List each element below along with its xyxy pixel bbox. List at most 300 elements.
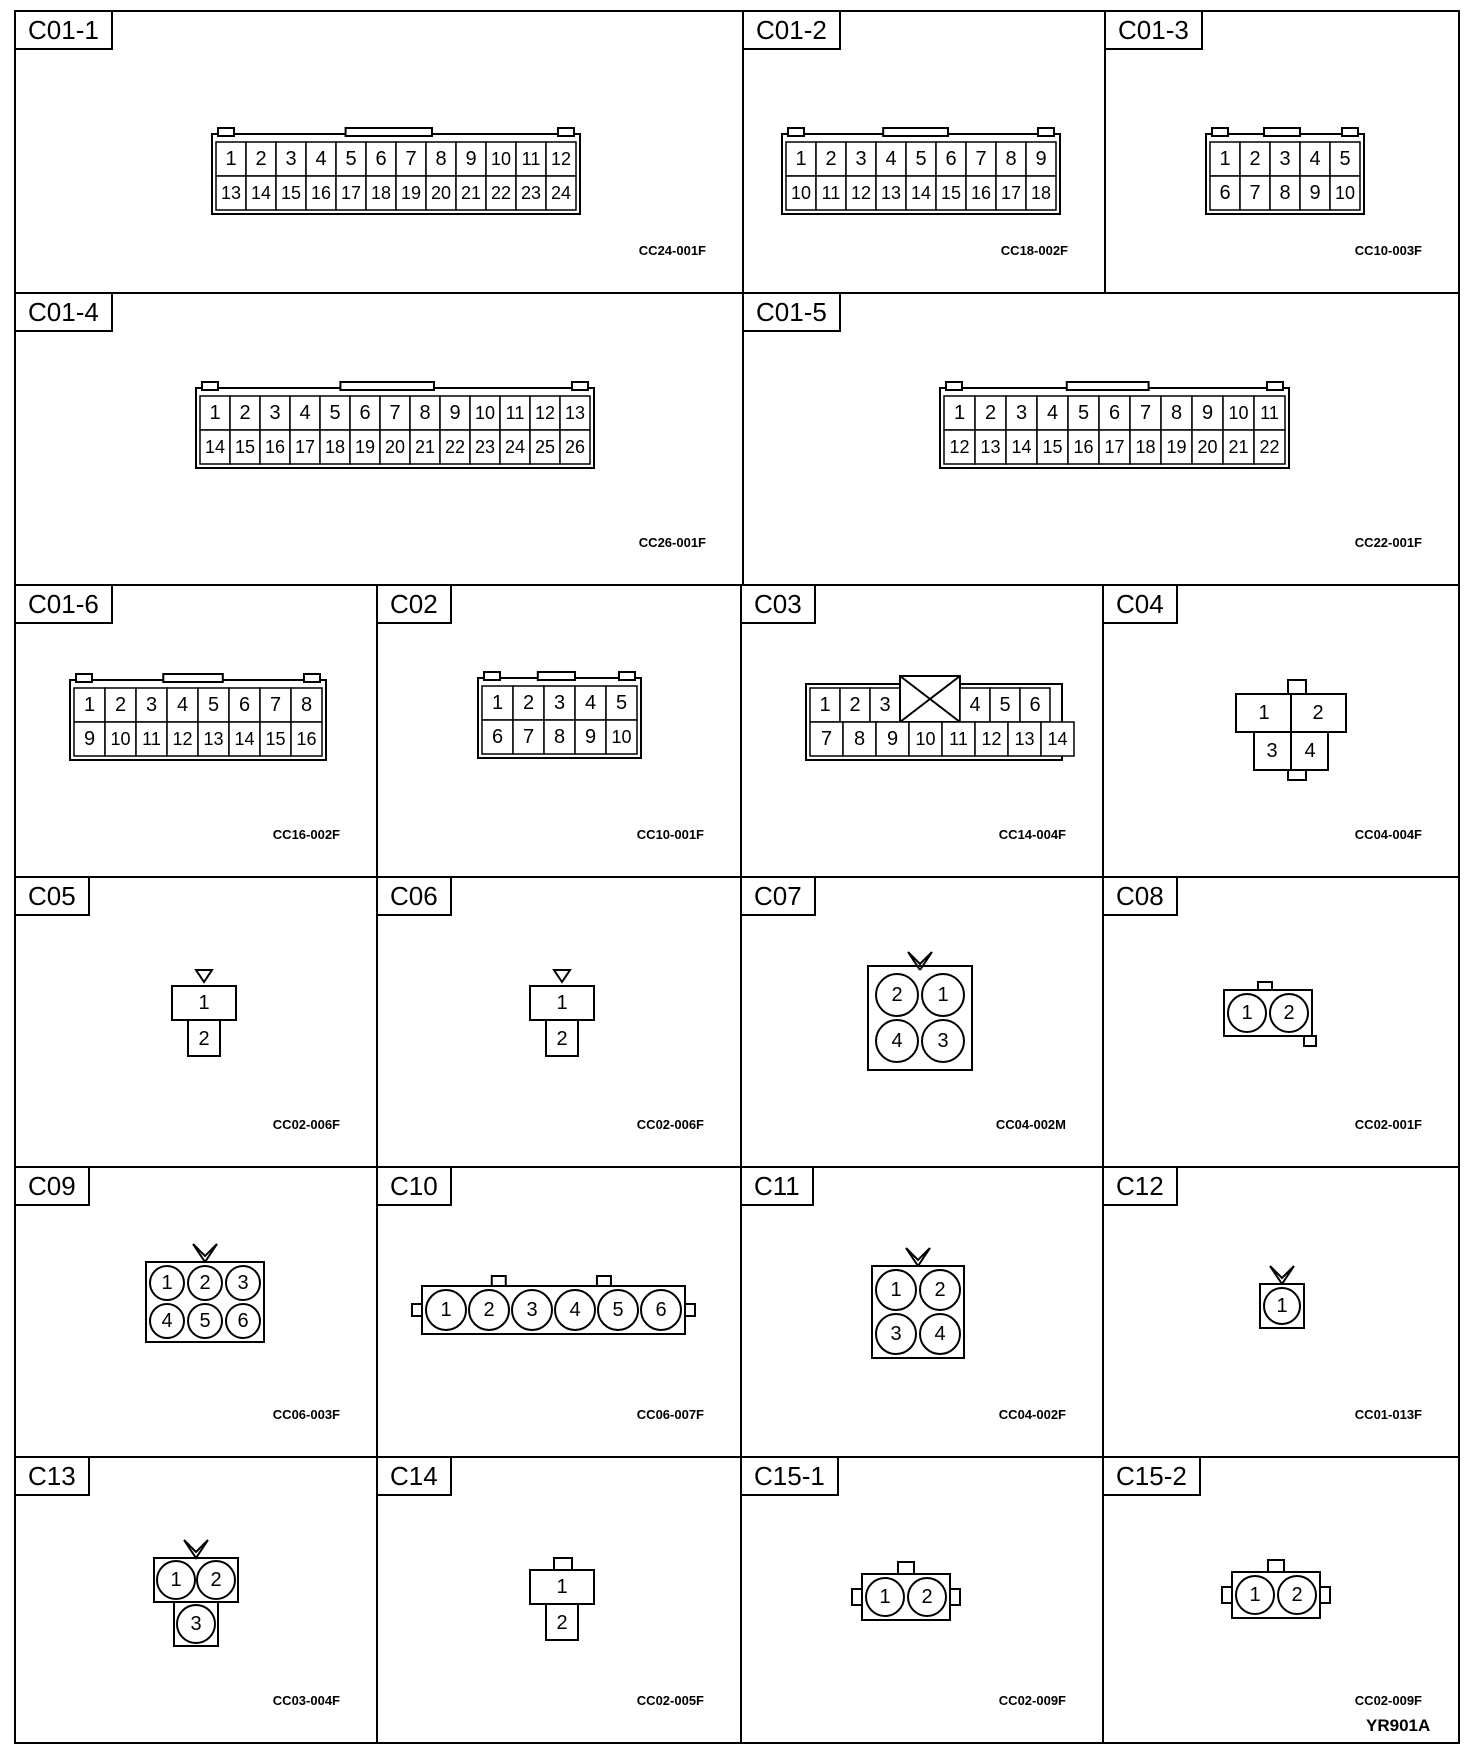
- connector-cell-c07: [740, 876, 1104, 1168]
- connector-part-code: CC06-007F: [636, 1407, 704, 1422]
- pin-number: 7: [1249, 182, 1261, 204]
- pin-number: 7: [820, 728, 833, 750]
- pin-number: 9: [449, 402, 461, 424]
- pin-number: 13: [1014, 729, 1035, 749]
- connector-face-c01-6: [16, 586, 380, 880]
- connector-part-code: CC01-013F: [1354, 1407, 1422, 1422]
- pin-number: 18: [324, 437, 346, 457]
- pin-number: 22: [444, 437, 466, 457]
- pin-number: 18: [370, 183, 392, 203]
- connector-cell-c01-6: [14, 584, 378, 878]
- connector-id-label: C07: [742, 878, 816, 916]
- pin-number: 15: [940, 183, 962, 203]
- guide-tab-left: [946, 382, 962, 390]
- connector-part-code: CC18-002F: [1000, 243, 1068, 258]
- guide-tab-right: [558, 128, 574, 136]
- connector-face-c08: [1104, 878, 1462, 1170]
- pin-number: 2: [556, 1612, 568, 1634]
- connector-face-c15-2: [1104, 1458, 1462, 1746]
- pin-number: 17: [1104, 437, 1125, 457]
- pin-number: 23: [520, 183, 542, 203]
- connector-part-code: CC14-004F: [998, 827, 1066, 842]
- connector-cell-c01-3: [1104, 10, 1460, 294]
- pin-number: 17: [294, 437, 316, 457]
- pin-number: 4: [934, 1323, 946, 1345]
- pin-number: 17: [340, 183, 362, 203]
- pin-number: 14: [204, 437, 226, 457]
- pin-number: 10: [790, 183, 812, 203]
- pin-number: 3: [190, 1613, 202, 1635]
- connector-face-c12: [1104, 1168, 1462, 1460]
- pin-number: 1: [83, 694, 96, 716]
- pin-number: 22: [490, 183, 512, 203]
- pin-number: 10: [1228, 403, 1249, 423]
- guide-tab-left: [412, 1304, 422, 1316]
- pin-number: 23: [474, 437, 496, 457]
- pin-number: 5: [612, 1299, 624, 1321]
- pin-number: 2: [1249, 148, 1261, 170]
- pin-number: 1: [209, 402, 221, 424]
- pin-number: 11: [142, 729, 161, 749]
- pin-number: 16: [970, 183, 992, 203]
- locking-latch: [163, 674, 223, 682]
- pin-number: 6: [359, 402, 371, 424]
- guide-tab-left: [788, 128, 804, 136]
- pin-number: 5: [615, 692, 628, 714]
- locking-latch: [346, 128, 432, 136]
- pin-number: 4: [885, 148, 897, 170]
- connector-id-label: C09: [16, 1168, 90, 1206]
- connector-face-c01-3: [1106, 12, 1462, 296]
- connector-cell-c14: [376, 1456, 742, 1744]
- pin-number: 3: [1279, 148, 1291, 170]
- connector-cell-c06: [376, 876, 742, 1168]
- pin-number: 25: [534, 437, 556, 457]
- pin-number: 10: [110, 729, 131, 749]
- connector-id-label: C15-1: [742, 1458, 839, 1496]
- pin-number: 9: [1309, 182, 1321, 204]
- connector-part-code: CC04-002F: [998, 1407, 1066, 1422]
- pin-number: 4: [161, 1310, 173, 1332]
- locking-latch: [883, 128, 948, 136]
- connector-cell-c15-2: [1102, 1456, 1460, 1744]
- connector-part-code: CC24-001F: [638, 243, 706, 258]
- connector-part-code: CC10-001F: [636, 827, 704, 842]
- pin-number: 3: [285, 148, 297, 170]
- pin-number: 20: [1197, 437, 1218, 457]
- guide-tab-right: [685, 1304, 695, 1316]
- polarity-marker: [1270, 1266, 1294, 1284]
- pin-number: 1: [161, 1272, 173, 1294]
- connector-face-c02: [378, 586, 744, 880]
- locking-latch: [1264, 128, 1300, 136]
- pin-number: 1: [1219, 148, 1231, 170]
- pin-number: 3: [890, 1323, 902, 1345]
- pin-number: 7: [405, 148, 417, 170]
- pin-number: 2: [210, 1569, 222, 1591]
- connector-id-label: C13: [16, 1458, 90, 1496]
- connector-id-label: C02: [378, 586, 452, 624]
- guide-tab-right: [1320, 1587, 1330, 1603]
- connector-id-label: C06: [378, 878, 452, 916]
- pin-number: 16: [310, 183, 332, 203]
- pin-number: 2: [1283, 1002, 1295, 1024]
- guide-tab-left: [852, 1589, 862, 1605]
- connector-id-label: C05: [16, 878, 90, 916]
- pin-number: 1: [953, 402, 966, 424]
- connector-cell-c09: [14, 1166, 378, 1458]
- pin-number: 3: [1266, 740, 1278, 762]
- connector-face-c11: [742, 1168, 1106, 1460]
- connector-face-c13: [16, 1458, 380, 1746]
- pin-number: 5: [207, 694, 220, 716]
- pin-number: 8: [853, 728, 866, 750]
- pin-number: 21: [414, 437, 436, 457]
- pin-number: 5: [999, 694, 1011, 716]
- connector-id-label: C15-2: [1104, 1458, 1201, 1496]
- guide-tab-right: [950, 1589, 960, 1605]
- connector-id-label: C12: [1104, 1168, 1178, 1206]
- pin-number: 24: [504, 437, 526, 457]
- pin-number: 11: [505, 403, 525, 423]
- pin-number: 3: [879, 694, 891, 716]
- locking-latch: [597, 1276, 611, 1286]
- pin-number: 5: [915, 148, 927, 170]
- connector-face-c01-5: [744, 294, 1462, 588]
- pin-number: 1: [556, 1576, 568, 1598]
- pin-number: 15: [1042, 437, 1063, 457]
- pin-number: 2: [984, 402, 997, 424]
- pin-number: 1: [1276, 1295, 1288, 1317]
- pin-number: 14: [910, 183, 932, 203]
- locking-latch: [340, 382, 434, 390]
- pin-number: 12: [534, 403, 556, 423]
- connector-id-label: C04: [1104, 586, 1178, 624]
- pin-number: 8: [1005, 148, 1017, 170]
- pin-number: 7: [522, 726, 535, 748]
- drawing-reference: YR901A: [1366, 1716, 1431, 1735]
- pin-number: 13: [880, 183, 902, 203]
- locking-latch: [554, 1558, 572, 1570]
- guide-tab-right: [619, 672, 635, 680]
- pin-number: 15: [280, 183, 302, 203]
- guide-tab-left: [484, 672, 500, 680]
- pin-number: 2: [1291, 1584, 1303, 1606]
- pin-number: 3: [553, 692, 566, 714]
- pin-number: 16: [1073, 437, 1094, 457]
- pin-number: 13: [220, 183, 242, 203]
- pin-number: 9: [83, 728, 96, 750]
- connector-part-code: CC02-006F: [272, 1117, 340, 1132]
- locking-latch: [1067, 382, 1149, 390]
- pin-number: 5: [1077, 402, 1090, 424]
- pin-number: 8: [435, 148, 447, 170]
- pin-number: 11: [1260, 403, 1279, 423]
- pin-number: 4: [315, 148, 327, 170]
- pin-number: 19: [354, 437, 376, 457]
- connector-face-c01-2: [744, 12, 1108, 296]
- pin-number: 9: [886, 728, 899, 750]
- pin-number: 6: [237, 1310, 249, 1332]
- pin-number: 1: [440, 1299, 452, 1321]
- pin-number: 15: [265, 729, 286, 749]
- pin-number: 11: [821, 183, 841, 203]
- pin-number: 12: [981, 729, 1002, 749]
- connector-id-label: C14: [378, 1458, 452, 1496]
- pin-number: 10: [490, 149, 512, 169]
- connector-cell-c03: [740, 584, 1104, 878]
- pin-number: 12: [172, 729, 193, 749]
- pin-number: 8: [300, 694, 313, 716]
- pin-number: 1: [795, 148, 807, 170]
- connector-face-c07: [742, 878, 1106, 1170]
- pin-number: 7: [975, 148, 987, 170]
- guide-tab-left: [1212, 128, 1228, 136]
- pin-number: 20: [430, 183, 452, 203]
- connector-id-label: C01-5: [744, 294, 841, 332]
- connector-cell-c10: [376, 1166, 742, 1458]
- pin-number: 11: [949, 729, 968, 749]
- pin-number: 8: [419, 402, 431, 424]
- pin-number: 7: [389, 402, 401, 424]
- locking-latch: [538, 672, 575, 680]
- pin-number: 3: [937, 1030, 949, 1052]
- guide-tab-right: [304, 674, 320, 682]
- pin-number: 1: [198, 992, 210, 1014]
- pin-number: 6: [655, 1299, 667, 1321]
- pin-number: 1: [1258, 702, 1270, 724]
- connector-part-code: CC02-009F: [1354, 1693, 1422, 1708]
- pin-number: 2: [199, 1272, 211, 1294]
- connector-part-code: CC02-006F: [636, 1117, 704, 1132]
- connector-id-label: C01-4: [16, 294, 113, 332]
- pin-number: 3: [269, 402, 281, 424]
- connector-face-c03: [742, 586, 1106, 880]
- connector-face-c10: [378, 1168, 744, 1460]
- connector-face-c09: [16, 1168, 380, 1460]
- pin-number: 5: [345, 148, 357, 170]
- guide-tab: [1304, 1036, 1316, 1046]
- pin-number: 6: [238, 694, 251, 716]
- pin-number: 8: [553, 726, 566, 748]
- pin-number: 14: [1011, 437, 1032, 457]
- pin-number: 5: [1339, 148, 1351, 170]
- pin-number: 19: [400, 183, 422, 203]
- pin-number: 4: [176, 694, 189, 716]
- connector-part-code: CC10-003F: [1354, 243, 1422, 258]
- pin-number: 1: [491, 692, 504, 714]
- pin-number: 1: [1249, 1584, 1261, 1606]
- guide-tab-left: [218, 128, 234, 136]
- connector-face-c15-1: [742, 1458, 1106, 1746]
- locking-latch: [1258, 982, 1272, 990]
- pin-number: 6: [1108, 402, 1121, 424]
- pin-number: 4: [891, 1030, 903, 1052]
- pin-number: 1: [819, 694, 831, 716]
- pin-number: 10: [474, 403, 496, 423]
- guide-tab-right: [1038, 128, 1054, 136]
- pin-number: 1: [225, 148, 237, 170]
- pin-number: 21: [1228, 437, 1249, 457]
- connector-face-c14: [378, 1458, 744, 1746]
- guide-tab: [1288, 770, 1306, 780]
- pin-number: 2: [849, 694, 861, 716]
- pin-number: 4: [1046, 402, 1059, 424]
- pin-number: 4: [1309, 148, 1321, 170]
- connector-cell-c01-5: [742, 292, 1460, 586]
- pin-number: 4: [299, 402, 311, 424]
- polarity-marker: [184, 1540, 208, 1558]
- pin-number: 13: [980, 437, 1001, 457]
- pin-number: 19: [1166, 437, 1187, 457]
- pin-number: 11: [521, 149, 541, 169]
- pin-number: 16: [264, 437, 286, 457]
- pin-number: 1: [1241, 1002, 1253, 1024]
- pin-number: 2: [522, 692, 535, 714]
- connector-part-code: CC04-002M: [995, 1117, 1066, 1132]
- connector-face-c05: [16, 878, 380, 1170]
- pin-number: 5: [199, 1310, 211, 1332]
- guide-tab-left: [76, 674, 92, 682]
- locking-latch: [1268, 1560, 1284, 1572]
- pin-number: 3: [855, 148, 867, 170]
- connector-part-code: CC02-001F: [1354, 1117, 1422, 1132]
- guide-tab-left: [1222, 1587, 1232, 1603]
- connector-cell-c01-4: [14, 292, 744, 586]
- pin-number: 2: [483, 1299, 495, 1321]
- pin-number: 9: [1201, 402, 1214, 424]
- connector-face-c01-4: [16, 294, 746, 588]
- connector-cell-c13: [14, 1456, 378, 1744]
- connector-cell-c05: [14, 876, 378, 1168]
- connector-cell-c04: [1102, 584, 1460, 878]
- pin-number: 10: [611, 727, 632, 747]
- pin-number: 1: [890, 1279, 902, 1301]
- connector-cell-c15-1: [740, 1456, 1104, 1744]
- pin-number: 2: [1312, 702, 1324, 724]
- connector-part-code: CC16-002F: [272, 827, 340, 842]
- pin-number: 4: [584, 692, 597, 714]
- pin-number: 2: [556, 1028, 568, 1050]
- pin-number: 8: [1170, 402, 1183, 424]
- pin-number: 5: [329, 402, 341, 424]
- guide-tab-right: [572, 382, 588, 390]
- pin-number: 22: [1259, 437, 1280, 457]
- connector-part-code: CC26-001F: [638, 535, 706, 550]
- pin-number: 26: [564, 437, 586, 457]
- connector-id-label: C01-2: [744, 12, 841, 50]
- connector-id-label: C11: [742, 1168, 814, 1206]
- locking-latch: [492, 1276, 506, 1286]
- polarity-marker: [193, 1244, 217, 1262]
- pin-number: 2: [239, 402, 251, 424]
- pin-number: 14: [1047, 729, 1068, 749]
- pin-number: 10: [1334, 183, 1356, 203]
- pin-number: 3: [526, 1299, 538, 1321]
- pin-number: 18: [1135, 437, 1156, 457]
- pin-number: 9: [465, 148, 477, 170]
- pin-number: 12: [850, 183, 872, 203]
- connector-cell-c08: [1102, 876, 1460, 1168]
- guide-tab-left: [202, 382, 218, 390]
- pin-number: 6: [945, 148, 957, 170]
- connector-part-code: CC04-004F: [1354, 827, 1422, 842]
- pin-number: 20: [384, 437, 406, 457]
- pin-number: 9: [584, 726, 597, 748]
- pin-number: 17: [1000, 183, 1022, 203]
- pin-number: 8: [1279, 182, 1291, 204]
- connector-face-c04: [1104, 586, 1462, 880]
- pin-number: 1: [879, 1586, 891, 1608]
- pin-number: 2: [891, 984, 903, 1006]
- pin-number: 1: [937, 984, 949, 1006]
- connector-part-code: CC22-001F: [1354, 535, 1422, 550]
- guide-tab-right: [1342, 128, 1358, 136]
- pin-number: 1: [170, 1569, 182, 1591]
- pin-number: 10: [915, 729, 936, 749]
- pin-number: 24: [550, 183, 572, 203]
- connector-id-label: C01-3: [1106, 12, 1203, 50]
- pin-number: 3: [237, 1272, 249, 1294]
- pin-number: 13: [564, 403, 586, 423]
- pin-number: 2: [934, 1279, 946, 1301]
- locking-latch: [898, 1562, 914, 1574]
- connector-id-label: C10: [378, 1168, 452, 1206]
- pin-number: 1: [556, 992, 568, 1014]
- pin-number: 21: [460, 183, 482, 203]
- connector-part-code: CC06-003F: [272, 1407, 340, 1422]
- pin-number: 2: [255, 148, 267, 170]
- pin-number: 12: [949, 437, 970, 457]
- pin-number: 6: [375, 148, 387, 170]
- pin-number: 3: [145, 694, 158, 716]
- connector-face-c06: [378, 878, 744, 1170]
- pin-number: 12: [550, 149, 572, 169]
- connector-id-label: C03: [742, 586, 816, 624]
- connector-cell-c02: [376, 584, 742, 878]
- pin-number: 4: [569, 1299, 581, 1321]
- pin-number: 3: [1015, 402, 1028, 424]
- connector-cell-c01-1: [14, 10, 744, 294]
- connector-part-code: CC02-005F: [636, 1693, 704, 1708]
- polarity-marker: [554, 970, 570, 982]
- pin-number: 9: [1035, 148, 1047, 170]
- connector-id-label: C08: [1104, 878, 1178, 916]
- connector-cell-c01-2: [742, 10, 1106, 294]
- pin-number: 6: [1029, 694, 1041, 716]
- pin-number: 2: [921, 1586, 933, 1608]
- pin-number: 6: [1219, 182, 1231, 204]
- pin-number: 13: [203, 729, 224, 749]
- polarity-marker: [196, 970, 212, 982]
- pin-number: 2: [198, 1028, 210, 1050]
- locking-latch: [1288, 680, 1306, 694]
- pin-number: 14: [250, 183, 272, 203]
- connector-cell-c12: [1102, 1166, 1460, 1458]
- pin-number: 2: [825, 148, 837, 170]
- connector-face-c01-1: [16, 12, 746, 296]
- polarity-marker: [906, 1248, 930, 1266]
- guide-tab-right: [1267, 382, 1283, 390]
- pin-number: 2: [114, 694, 127, 716]
- pin-number: 16: [296, 729, 317, 749]
- pin-number: 7: [1139, 402, 1152, 424]
- pin-number: 6: [491, 726, 504, 748]
- connector-part-code: CC03-004F: [272, 1693, 340, 1708]
- pin-number: 4: [1304, 740, 1316, 762]
- connector-id-label: C01-6: [16, 586, 113, 624]
- connector-id-label: C01-1: [16, 12, 113, 50]
